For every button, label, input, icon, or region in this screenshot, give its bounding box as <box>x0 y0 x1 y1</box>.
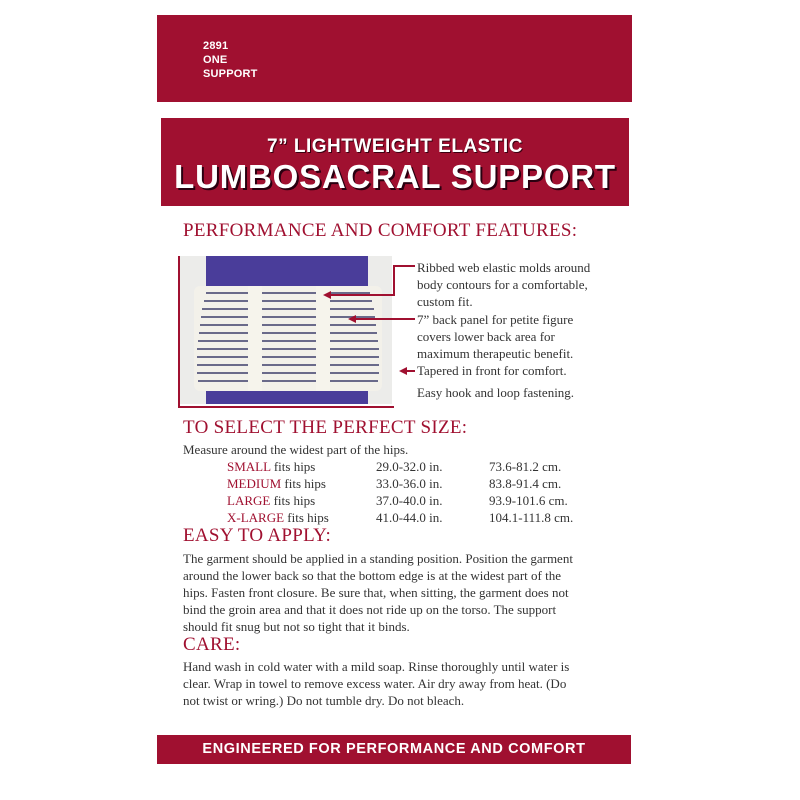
size-row-medium: MEDIUM fits hips 33.0-36.0 in. 83.8-91.4 cm. <box>227 476 562 491</box>
size-name: MEDIUM <box>227 476 282 491</box>
tagline-banner <box>157 735 631 764</box>
feature-back-panel: 7” back panel for petite figure covers lower back area for maximum therapeutic benefit. <box>417 312 574 361</box>
arrow-left-icon <box>399 367 407 375</box>
image-frame-left <box>178 256 180 408</box>
apply-heading: EASY TO APPLY: <box>183 525 332 546</box>
title-banner <box>161 118 629 206</box>
size-inches: 33.0-36.0 in. <box>376 476 443 491</box>
size-inches: 37.0-40.0 in. <box>376 493 443 508</box>
feature-hook-loop: Easy hook and loop fastening. <box>417 385 575 400</box>
size-row-large: LARGE fits hips 37.0-40.0 in. 93.9-101.6 cm. <box>227 493 568 508</box>
size-cm: 104.1-111.8 cm. <box>489 510 574 525</box>
leader-line-1-vertical <box>393 265 395 295</box>
size-name: X-LARGE <box>227 510 285 525</box>
arrow-left-icon <box>348 315 356 323</box>
feature-tapered-front: Tapered in front for comfort. <box>417 363 567 378</box>
product-code-number: 2891 <box>203 40 229 52</box>
back-panel-stay-left <box>248 286 262 391</box>
product-code-line-3: SUPPORT <box>203 68 258 80</box>
size-name: SMALL <box>227 459 271 474</box>
leader-line-1-top <box>393 265 415 267</box>
size-cm: 93.9-101.6 cm. <box>489 493 568 508</box>
arrow-left-icon <box>323 291 331 299</box>
size-name: LARGE <box>227 493 271 508</box>
apply-instructions: The garment should be applied in a standing position. Position the garment around the lower back so that the bottom edge is at the widest part of the hips. Fasten front closure. Be sure that, when sitting, the garment does not bind the groin area and that it does not ride up on the torso. The support should fit snug but not so tight that it binds. <box>183 551 573 634</box>
tagline: ENGINEERED FOR PERFORMANCE AND COMFORT <box>202 741 586 757</box>
size-cm: 83.8-91.4 cm. <box>489 476 562 491</box>
sizing-intro: Measure around the widest part of the hips. <box>183 442 409 457</box>
image-frame-bottom <box>178 406 394 408</box>
size-inches: 41.0-44.0 in. <box>376 510 443 525</box>
leader-line-3 <box>406 370 415 372</box>
product-code-line-2: ONE <box>203 54 228 66</box>
features-heading: PERFORMANCE AND COMFORT FEATURES: <box>183 220 578 241</box>
size-inches: 29.0-32.0 in. <box>376 459 443 474</box>
product-image <box>180 256 392 404</box>
product-title: LUMBOSACRAL SUPPORT <box>174 158 616 195</box>
size-row-small: SMALL fits hips 29.0-32.0 in. 73.6-81.2 cm. <box>227 459 562 474</box>
leader-line-1-bottom <box>330 294 395 296</box>
sizing-heading: TO SELECT THE PERFECT SIZE: <box>183 417 468 438</box>
size-cm: 73.6-81.2 cm. <box>489 459 562 474</box>
back-panel-stay-right <box>316 286 330 391</box>
feature-ribbed-web: Ribbed web elastic molds around body contours for a comfortable, custom fit. <box>417 260 591 309</box>
care-heading: CARE: <box>183 634 241 655</box>
product-code <box>203 39 258 81</box>
leader-line-2 <box>355 318 415 320</box>
product-subtitle: 7” LIGHTWEIGHT ELASTIC <box>267 136 523 157</box>
product-code-banner <box>157 15 632 102</box>
size-row-x-large: X-LARGE fits hips 41.0-44.0 in. 104.1-111.8 cm. <box>227 510 574 525</box>
care-instructions: Hand wash in cold water with a mild soap. Rinse thoroughly until water is clear. Wrap in towel to remove excess water. Air dry away from heat. (Do not twist or wring.) Do not tumble dry. Do not bleach. <box>183 659 570 708</box>
support-belt <box>194 286 382 391</box>
